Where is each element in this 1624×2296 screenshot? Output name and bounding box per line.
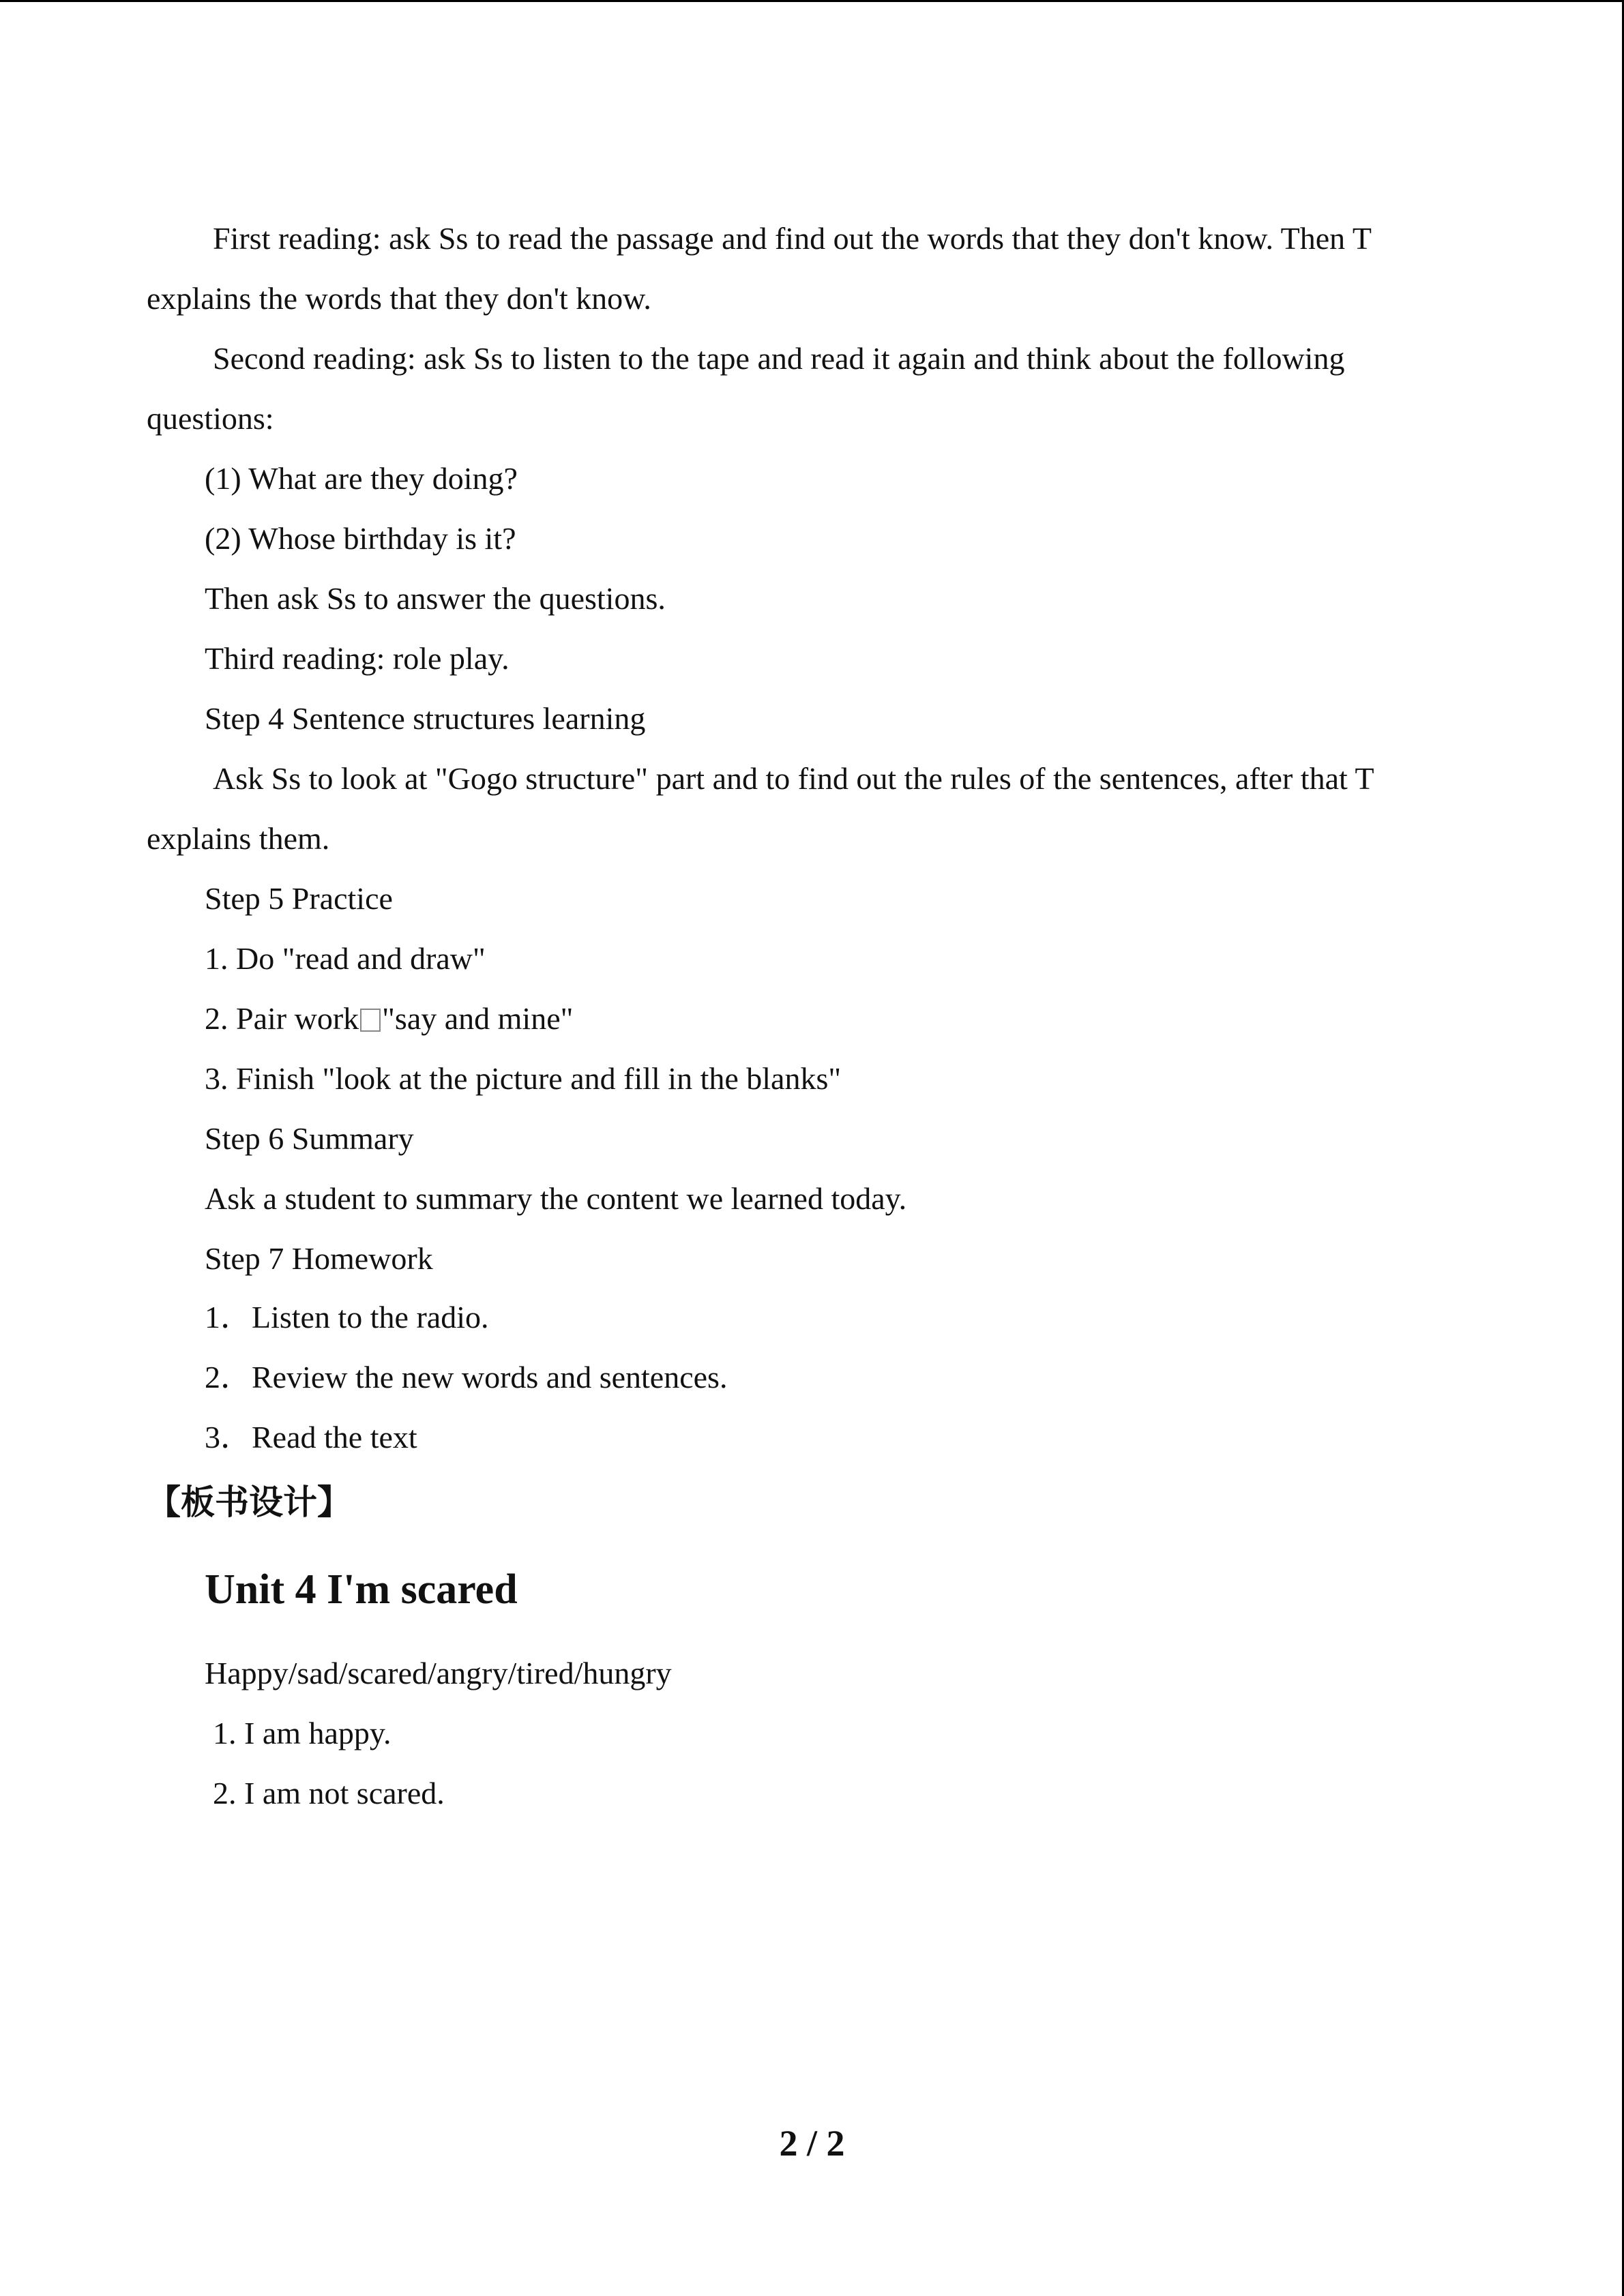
question-1: (1) What are they doing? bbox=[205, 461, 518, 496]
step-7-title: Step 7 Homework bbox=[205, 1241, 433, 1276]
step-4-title: Step 4 Sentence structures learning bbox=[205, 701, 646, 736]
third-reading: Third reading: role play. bbox=[205, 641, 510, 676]
second-reading-line-1: Second reading: ask Ss to listen to the tape and read it again and think about the following bbox=[213, 341, 1345, 376]
step-5-item-3: 3. Finish "look at the picture and fill in the blanks" bbox=[205, 1061, 842, 1096]
first-reading-line-1: First reading: ask Ss to read the passage and find out the words that they don't know. Then T bbox=[213, 221, 1372, 256]
board-sentence-1: 1. I am happy. bbox=[213, 1716, 392, 1750]
question-2: (2) Whose birthday is it? bbox=[205, 521, 516, 556]
vocabulary-line: Happy/sad/scared/angry/tired/hungry bbox=[205, 1656, 672, 1690]
page-number: 2 / 2 bbox=[779, 2123, 845, 2164]
first-reading-line-2: explains the words that they don't know. bbox=[147, 281, 651, 316]
homework-item-1: 1．Listen to the radio. bbox=[205, 1300, 489, 1335]
answer-instruction: Then ask Ss to answer the questions. bbox=[205, 581, 666, 616]
unit-title: Unit 4 I'm scared bbox=[205, 1566, 518, 1613]
step-5-item-2 bbox=[205, 1000, 573, 1037]
step-6-text: Ask a student to summary the content we learned today. bbox=[205, 1181, 907, 1216]
step-5-item-2-text-before: 2. Pair work bbox=[205, 1001, 359, 1036]
step-5-item-1: 1. Do "read and draw" bbox=[205, 941, 486, 976]
step-5-title: Step 5 Practice bbox=[205, 881, 393, 916]
homework-item-2: 2．Review the new words and sentences. bbox=[205, 1360, 728, 1395]
step-5-item-2-text-after: "say and mine" bbox=[382, 1001, 574, 1036]
board-design-heading: 【板书设计】 bbox=[147, 1482, 351, 1522]
homework-item-3: 3．Read the text bbox=[205, 1420, 417, 1455]
step-6-title: Step 6 Summary bbox=[205, 1121, 414, 1156]
board-sentence-2: 2. I am not scared. bbox=[213, 1776, 445, 1810]
second-reading-line-2: questions: bbox=[147, 401, 274, 436]
step-4-line-2: explains them. bbox=[147, 821, 330, 856]
missing-glyph-box bbox=[360, 1009, 381, 1032]
step-4-line-1: Ask Ss to look at "Gogo structure" part and to find out the rules of the sentences, after that T bbox=[213, 761, 1374, 796]
